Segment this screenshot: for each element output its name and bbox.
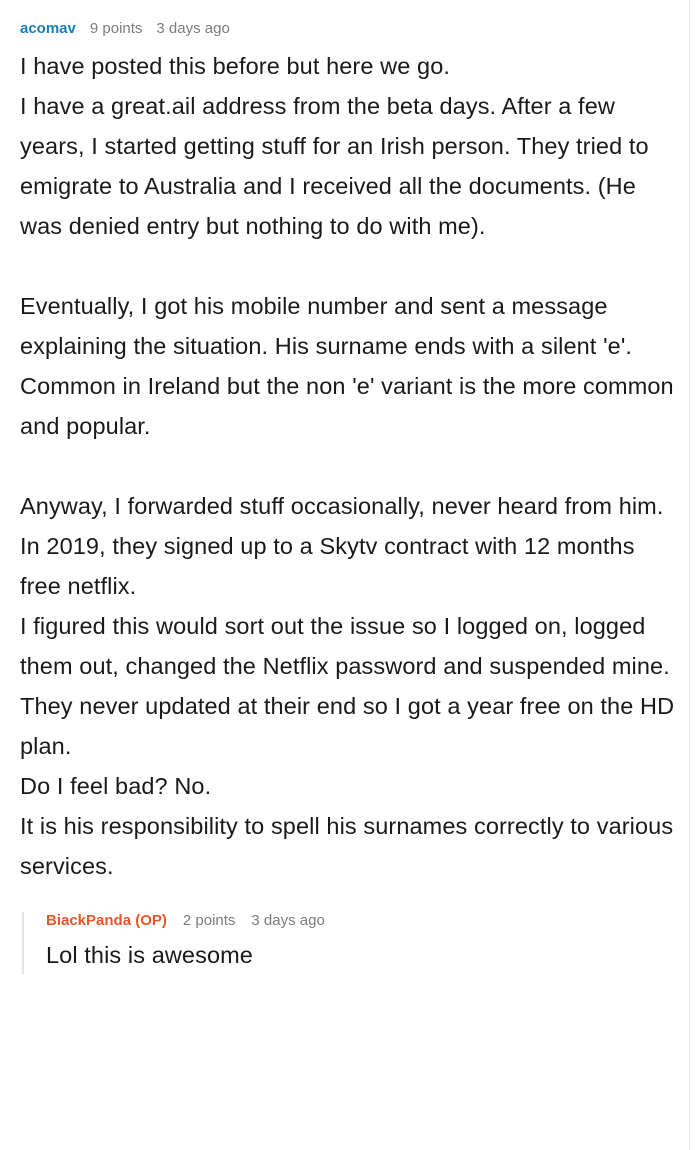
reply-body [46, 936, 676, 974]
comment-meta [20, 20, 676, 46]
comment-author[interactable]: acomav [20, 20, 76, 37]
reply-paragraph: Lol this is awesome [46, 942, 253, 968]
comment-paragraph: I have posted this before but here we go. I have a great.ail address from the beta days. After a few years, I started getting stuff for an Irish person. They tried to emigrate to Australia and I received all the documents. (He was denied entry but nothing to do with me). [20, 53, 649, 239]
comment-paragraph: Anyway, I forwarded stuff occasionally, never heard from him. In 2019, they signed up to a Skytv contract with 12 months free netflix. I figured this would sort out the issue so I logged on, logged them out, changed the Netflix password and suspended mine. They never updated at their end so I got a year free on the HD plan. Do I feel bad? No. It is his responsibility to spell his surnames correctly to various services. [20, 493, 675, 879]
reply-author[interactable]: BiackPanda (OP) [46, 912, 167, 929]
reply-content [44, 912, 676, 974]
reply-age: 3 days ago [251, 912, 325, 929]
comment-paragraph: Eventually, I got his mobile number and sent a message explaining the situation. His surname ends with a silent 'e'. Common in Ireland but the non 'e' variant is the more common and popular. [20, 293, 674, 439]
reply-points: 2 points [182, 912, 236, 929]
nested-reply [22, 912, 676, 974]
comment-body [20, 46, 676, 886]
reply-meta [46, 912, 676, 936]
comment-points: 9 points [89, 20, 143, 37]
comment-age: 3 days ago [156, 20, 230, 37]
page-divider [689, 0, 690, 1150]
